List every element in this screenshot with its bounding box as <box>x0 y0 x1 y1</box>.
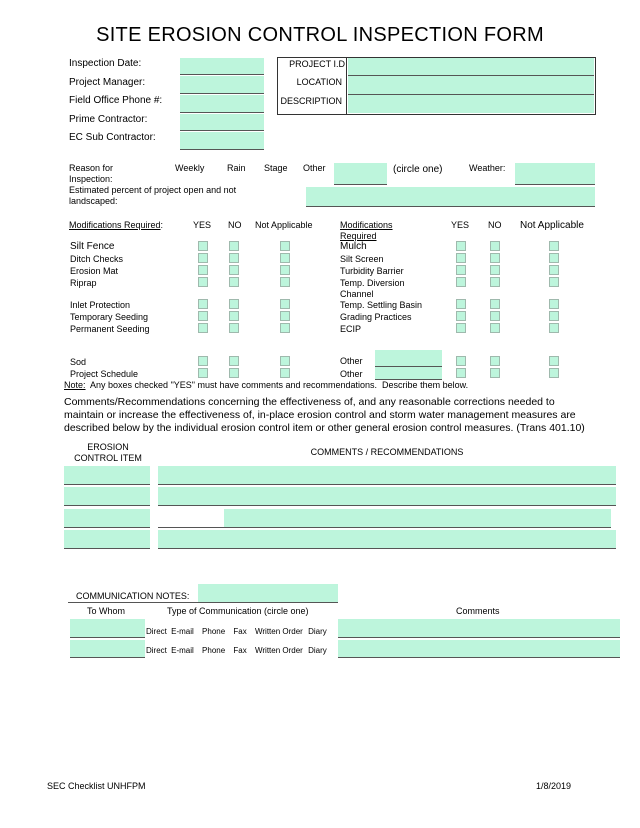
checkbox-temporary-seeding-no[interactable] <box>229 311 239 321</box>
project-manager-label: Project Manager: <box>69 77 146 88</box>
comment-field-4[interactable] <box>158 530 616 549</box>
no-header-left: NO <box>228 220 242 230</box>
comm-type-direct[interactable]: Direct <box>146 646 167 655</box>
description-field[interactable] <box>348 95 594 113</box>
to-whom-field-1[interactable] <box>70 619 145 638</box>
checkbox-temp-settling-yes[interactable] <box>456 299 466 309</box>
checkbox-ditch-checks-no[interactable] <box>229 253 239 263</box>
checkbox-inlet-protection-yes[interactable] <box>198 299 208 309</box>
location-label: LOCATION <box>296 77 342 87</box>
ec-sub-contractor-label: EC Sub Contractor: <box>69 132 156 143</box>
checkbox-riprap-no[interactable] <box>229 277 239 287</box>
checkbox-temp-settling-no[interactable] <box>490 299 500 309</box>
project-id-label: PROJECT I.D <box>289 59 345 69</box>
checkbox-permanent-seeding-no[interactable] <box>229 323 239 333</box>
checkbox-other-2-no[interactable] <box>490 368 500 378</box>
checkbox-temporary-seeding-na[interactable] <box>280 311 290 321</box>
reason-weekly[interactable]: Weekly <box>175 163 205 173</box>
checkbox-mulch-no[interactable] <box>490 241 500 251</box>
description-label: DESCRIPTION <box>280 96 342 106</box>
item-erosion-mat: Erosion Mat <box>70 266 119 276</box>
checkbox-grading-yes[interactable] <box>456 311 466 321</box>
checkbox-silt-fence-na[interactable] <box>280 241 290 251</box>
item-turbidity-barrier: Turbidity Barrier <box>340 266 404 276</box>
checkbox-silt-fence-yes[interactable] <box>198 241 208 251</box>
other-2-field[interactable] <box>375 367 442 380</box>
item-silt-screen: Silt Screen <box>340 254 384 264</box>
reason-rain[interactable]: Rain <box>227 163 246 173</box>
checkbox-other-2-na[interactable] <box>549 368 559 378</box>
checkbox-project-schedule-no[interactable] <box>229 368 239 378</box>
comm-type-fax[interactable]: Fax <box>233 627 247 636</box>
comment-field-3-blank[interactable] <box>158 509 224 528</box>
reason-label: Reason for Inspection: <box>69 163 114 184</box>
checkbox-mulch-yes[interactable] <box>456 241 466 251</box>
checkbox-ecip-yes[interactable] <box>456 323 466 333</box>
checkbox-grading-na[interactable] <box>549 311 559 321</box>
checkbox-silt-fence-no[interactable] <box>229 241 239 251</box>
erosion-control-item-header: EROSION CONTROL ITEM <box>74 442 142 463</box>
item-temporary-seeding: Temporary Seeding <box>70 312 149 322</box>
percent-open-label: Estimated percent of project open and not landscaped: <box>69 185 237 206</box>
checkbox-temp-diversion-na[interactable] <box>549 277 559 287</box>
footer-left: SEC Checklist UNHFPM <box>47 781 146 791</box>
comment-field-3[interactable] <box>224 509 611 528</box>
checkbox-turbidity-barrier-yes[interactable] <box>456 265 466 275</box>
comm-type-written-order[interactable]: Written Order <box>254 627 303 636</box>
circle-one-note: (circle one) <box>393 164 443 175</box>
checkbox-turbidity-barrier-no[interactable] <box>490 265 500 275</box>
comm-types-row-1 <box>146 627 327 636</box>
checkbox-silt-screen-no[interactable] <box>490 253 500 263</box>
reason-other-field[interactable] <box>334 163 387 185</box>
comm-type-fax[interactable]: Fax <box>233 646 247 655</box>
checkbox-sod-na[interactable] <box>280 356 290 366</box>
communication-notes-title: COMMUNICATION NOTES: <box>76 591 190 601</box>
footer-date: 1/8/2019 <box>536 781 572 791</box>
checkbox-temporary-seeding-yes[interactable] <box>198 311 208 321</box>
prime-contractor-label: Prime Contractor: <box>69 114 148 125</box>
comm-type-direct[interactable]: Direct <box>146 627 167 636</box>
comm-type-phone[interactable]: Phone <box>202 646 226 655</box>
to-whom-field-2[interactable] <box>70 640 145 658</box>
comm-comments-field-1[interactable] <box>338 619 620 638</box>
inspection-date-label: Inspection Date: <box>69 58 142 69</box>
item-temp-diversion-channel: Temp. Diversion Channel <box>340 278 405 299</box>
yes-header-right: YES <box>451 220 470 230</box>
erosion-item-field-3[interactable] <box>64 509 150 528</box>
comments-paragraph: Comments/Recommendations concerning the effectiveness of, and any reasonable corrections needed to maintain or increase the effectiveness of, in-place erosion control and storm water management measures are described below by the individual erosion control item or other general erosion control measures. (Trans 401.10) <box>64 396 585 434</box>
item-grading-practices: Grading Practices <box>340 312 412 322</box>
checkbox-sod-no[interactable] <box>229 356 239 366</box>
checkbox-ditch-checks-na[interactable] <box>280 253 290 263</box>
checkbox-inlet-protection-no[interactable] <box>229 299 239 309</box>
project-manager-field[interactable] <box>180 76 264 94</box>
mods-right-header: Modifications Required <box>340 220 393 241</box>
ec-sub-contractor-field[interactable] <box>180 132 264 150</box>
item-permanent-seeding: Permanent Seeding <box>70 324 150 334</box>
item-ditch-checks: Ditch Checks <box>70 254 124 264</box>
project-info-divider <box>346 57 347 114</box>
comm-type-diary[interactable]: Diary <box>308 646 327 655</box>
checkbox-turbidity-barrier-na[interactable] <box>549 265 559 275</box>
project-id-field[interactable] <box>348 58 594 76</box>
communication-notes-field[interactable] <box>198 584 338 602</box>
comm-type-written-order[interactable]: Written Order <box>254 646 303 655</box>
checkbox-project-schedule-na[interactable] <box>280 368 290 378</box>
checkbox-riprap-yes[interactable] <box>198 277 208 287</box>
item-project-schedule: Project Schedule <box>70 369 139 379</box>
checkbox-temp-settling-na[interactable] <box>549 299 559 309</box>
inspection-date-field[interactable] <box>180 58 264 75</box>
location-field[interactable] <box>348 76 594 95</box>
checkbox-permanent-seeding-na[interactable] <box>280 323 290 333</box>
checkbox-erosion-mat-no[interactable] <box>229 265 239 275</box>
checkbox-other-1-yes[interactable] <box>456 356 466 366</box>
yes-header-left: YES <box>193 220 212 230</box>
comment-field-2[interactable] <box>158 487 616 506</box>
item-temp-settling-basin: Temp. Settling Basin <box>340 300 423 310</box>
comm-types-row-2 <box>146 646 327 655</box>
item-ecip: ECIP <box>340 324 362 334</box>
communication-notes-rule <box>68 602 338 603</box>
na-header-left: Not Applicable <box>255 220 313 230</box>
page-title: SITE EROSION CONTROL INSPECTION FORM <box>96 24 544 46</box>
checkbox-silt-screen-yes[interactable] <box>456 253 466 263</box>
reason-stage[interactable]: Stage <box>264 163 288 173</box>
checkbox-erosion-mat-yes[interactable] <box>198 265 208 275</box>
comm-type-email[interactable]: E-mail <box>171 646 194 655</box>
checkbox-mulch-na[interactable] <box>549 241 559 251</box>
comm-comments-header: Comments <box>456 606 500 616</box>
checkbox-other-1-no[interactable] <box>490 356 500 366</box>
item-mulch: Mulch <box>340 241 367 252</box>
item-silt-fence: Silt Fence <box>70 241 115 252</box>
type-of-communication-header: Type of Communication (circle one) <box>167 606 309 616</box>
checkbox-ecip-na[interactable] <box>549 323 559 333</box>
checkbox-other-1-na[interactable] <box>549 356 559 366</box>
erosion-item-field-1[interactable] <box>64 466 150 485</box>
percent-open-field[interactable] <box>306 187 595 207</box>
na-header-right: Not Applicable <box>520 220 584 231</box>
comm-type-phone[interactable]: Phone <box>202 627 226 636</box>
checkbox-project-schedule-yes[interactable] <box>198 368 208 378</box>
note-line: Note: Any boxes checked "YES" must have comments and recommendations. Describe them below. <box>64 380 469 390</box>
other-1-field[interactable] <box>375 350 442 367</box>
checkbox-temp-diversion-no[interactable] <box>490 277 500 287</box>
no-header-right: NO <box>488 220 502 230</box>
reason-other[interactable]: Other <box>303 163 326 173</box>
checkbox-grading-no[interactable] <box>490 311 500 321</box>
erosion-item-field-4[interactable] <box>64 530 150 549</box>
comment-field-1[interactable] <box>158 466 616 485</box>
field-office-phone-field[interactable] <box>180 95 264 113</box>
checkbox-erosion-mat-na[interactable] <box>280 265 290 275</box>
weather-field[interactable] <box>515 163 595 185</box>
checkbox-inlet-protection-na[interactable] <box>280 299 290 309</box>
prime-contractor-field[interactable] <box>180 114 264 131</box>
checkbox-silt-screen-na[interactable] <box>549 253 559 263</box>
item-sod: Sod <box>70 357 87 367</box>
item-inlet-protection: Inlet Protection <box>70 300 131 310</box>
checkbox-temp-diversion-yes[interactable] <box>456 277 466 287</box>
checkbox-ecip-no[interactable] <box>490 323 500 333</box>
weather-label: Weather: <box>469 163 506 173</box>
item-other-1: Other <box>340 356 363 366</box>
comm-type-email[interactable]: E-mail <box>171 627 194 636</box>
item-riprap: Riprap <box>70 278 97 288</box>
checkbox-other-2-yes[interactable] <box>456 368 466 378</box>
erosion-item-field-2[interactable] <box>64 487 150 506</box>
mods-left-header: Modifications Required: <box>69 220 164 230</box>
checkbox-sod-yes[interactable] <box>198 356 208 366</box>
to-whom-header: To Whom <box>87 606 126 616</box>
checkbox-permanent-seeding-yes[interactable] <box>198 323 208 333</box>
checkbox-riprap-na[interactable] <box>280 277 290 287</box>
field-office-phone-label: Field Office Phone #: <box>69 95 163 106</box>
checkbox-ditch-checks-yes[interactable] <box>198 253 208 263</box>
comments-recommendations-header: COMMENTS / RECOMMENDATIONS <box>310 447 464 457</box>
comm-type-diary[interactable]: Diary <box>308 627 327 636</box>
comm-comments-field-2[interactable] <box>338 640 620 658</box>
item-other-2: Other <box>340 369 363 379</box>
